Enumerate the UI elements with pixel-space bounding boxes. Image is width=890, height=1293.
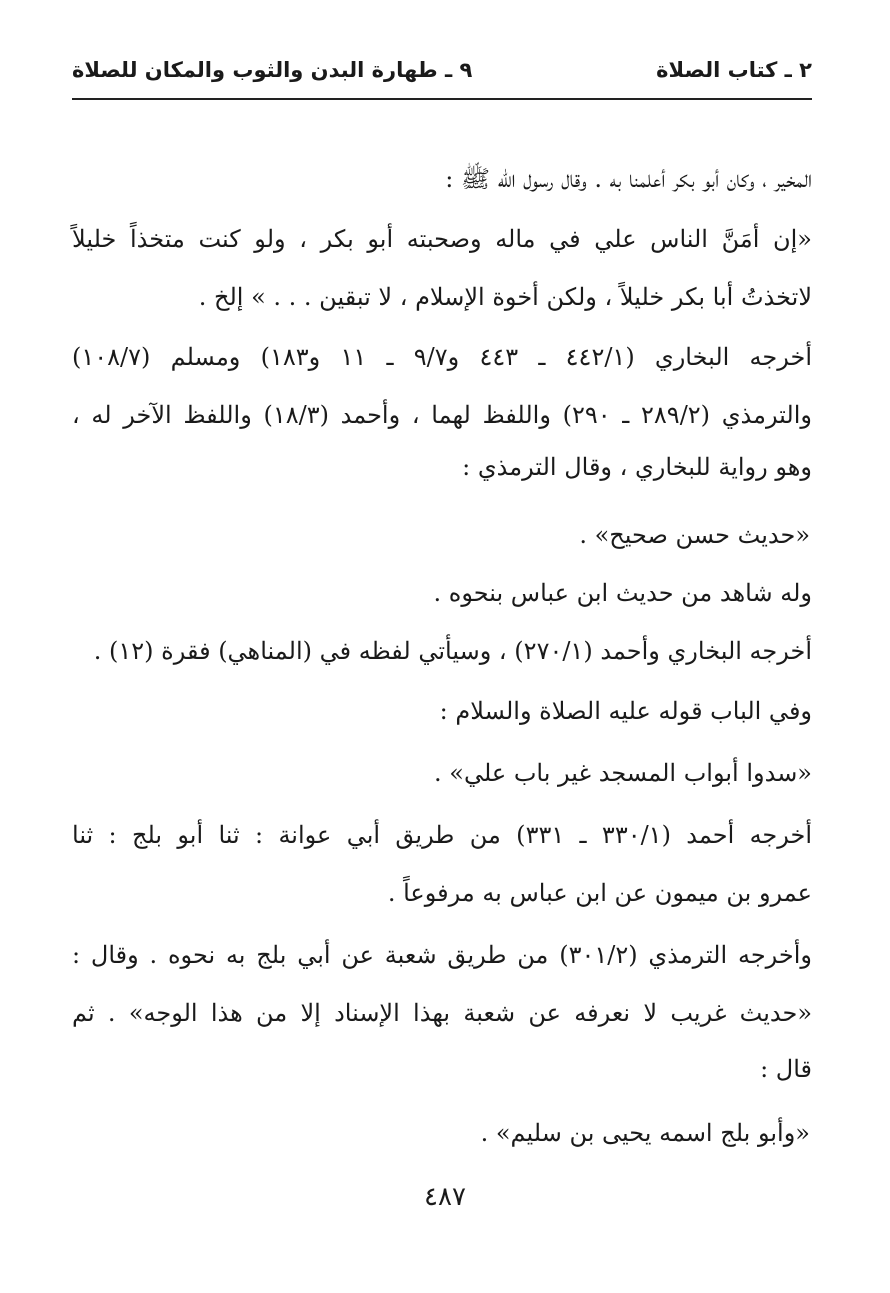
text-line-5: والترمذي (٢٨٩/٢ ـ ٢٩٠) واللفظ لهما ، وأحمد (١٨/٣) واللفظ الآخر له ، <box>72 401 812 429</box>
text-line-12: أخرجه أحمد (٣٣٠/١ ـ ٣٣١) من طريق أبي عوانة : ثنا أبو بلج : ثنا <box>72 821 813 849</box>
text-line-3: لاتخذتُ أبا بكر خليلاً ، ولكن أخوة الإسلام ، لا تبقين . . . » إلخ . <box>198 283 812 311</box>
running-header <box>72 50 812 90</box>
header-divider <box>72 98 812 100</box>
text-line-14: وأخرجه الترمذي (٣٠١/٢) من طريق شعبة عن أبي بلج به نحوه . وقال : <box>72 941 812 969</box>
text-line-1: المخير ، وكان أبو بكر أعلمنا به . وقال رسول الله ﷺ : <box>445 165 812 193</box>
page-number: ٤٨٧ <box>424 1182 466 1212</box>
quote-line-abu-balj: «وأبو بلج اسمه يحيى بن سليم» . <box>480 1119 810 1147</box>
quote-line-saddu: «سدوا أبواب المسجد غير باب علي» . <box>434 759 812 787</box>
quote-line-gharib: «حديث غريب لا نعرفه عن شعبة بهذا الإسناد إلا من هذا الوجه» . ثم <box>72 999 812 1027</box>
quote-line-hasan-sahih: «حديث حسن صحيح» . <box>579 521 810 549</box>
text-line-16: قال : <box>760 1055 812 1083</box>
text-line-8: وله شاهد من حديث ابن عباس بنحوه . <box>433 579 812 607</box>
text-line-2: «إن أمَنَّ الناس علي في ماله وصحبته أبو بكر ، ولو كنت متخذاً خليلاً <box>72 225 812 253</box>
text-line-4: أخرجه البخاري (٤٤٢/١ ـ ٤٤٣ و٩/٧ ـ ١١ و١٨٣) ومسلم (١٠٨/٧) <box>72 343 812 371</box>
section-title: ٩ ـ طهارة البدن والثوب والمكان للصلاة <box>72 58 473 82</box>
text-line-13: عمرو بن ميمون عن ابن عباس به مرفوعاً . <box>387 879 812 907</box>
chapter-title: ٢ ـ كتاب الصلاة <box>656 58 812 82</box>
text-line-9: أخرجه البخاري وأحمد (٢٧٠/١) ، وسيأتي لفظه في (المناهي) فقرة (١٢) . <box>93 637 812 665</box>
text-line-10: وفي الباب قوله عليه الصلاة والسلام : <box>439 697 812 725</box>
text-line-6: وهو رواية للبخاري ، وقال الترمذي : <box>462 453 812 481</box>
